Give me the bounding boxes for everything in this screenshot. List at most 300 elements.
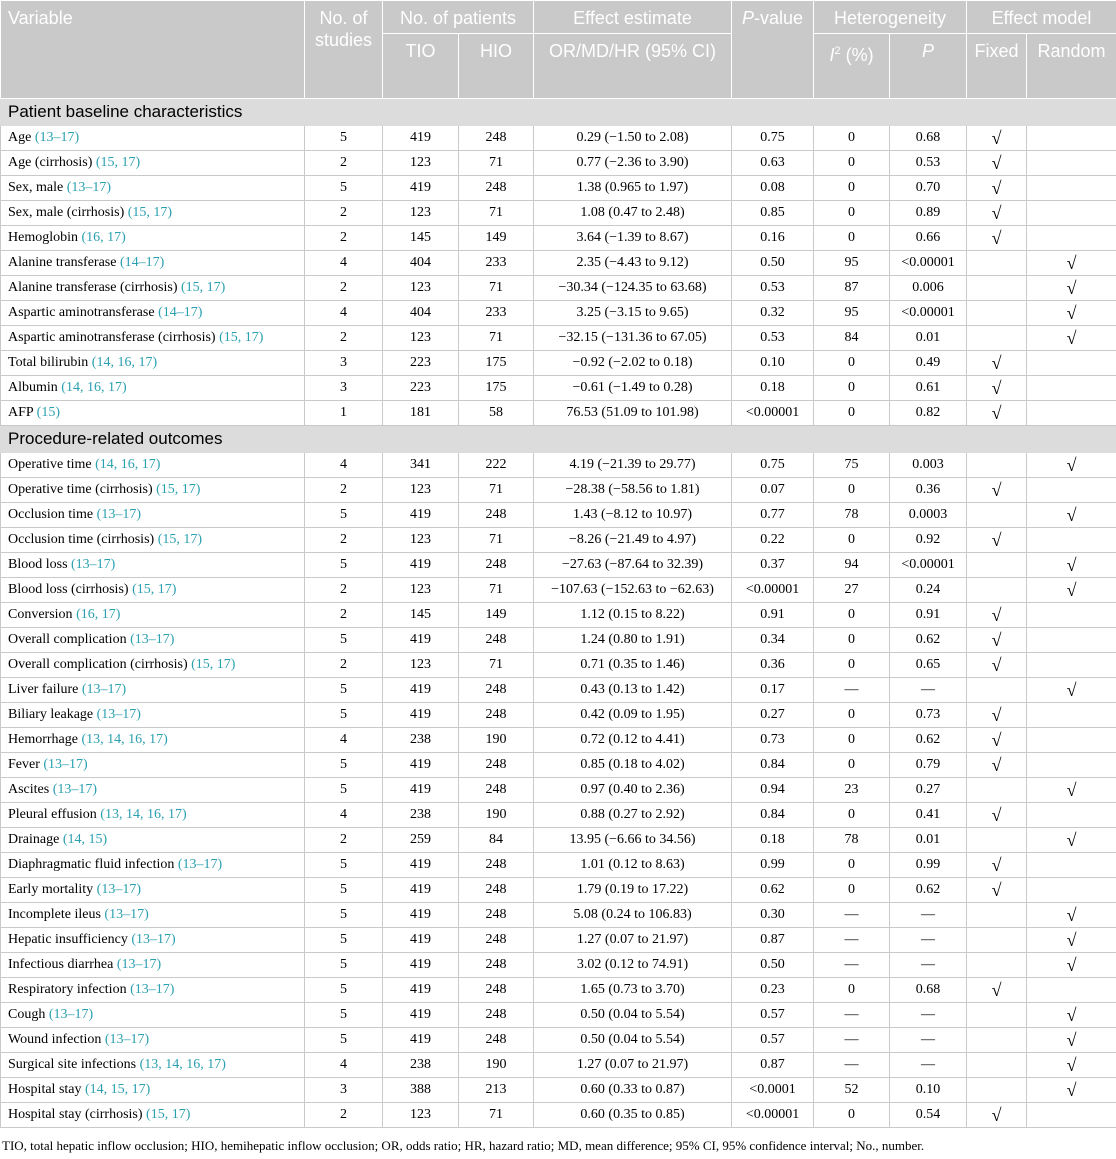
table-row [1,628,1116,653]
cell-variable [1,653,305,678]
variable-label: Respiratory infection [8,982,131,997]
cell-fixed: √ [967,126,1027,151]
cell-random [1027,628,1116,653]
cell-tio: 238 [383,1053,459,1078]
variable-label: Biliary leakage [8,707,97,722]
cell-variable [1,226,305,251]
cell-tio: 223 [383,376,459,401]
reference-link[interactable]: (15, 17) [157,532,203,547]
cell-variable [1,151,305,176]
cell-tio: 419 [383,928,459,953]
cell-variable [1,578,305,603]
reference-link[interactable]: (16, 17) [76,607,121,622]
cell-i2: 84 [814,326,890,351]
cell-tio: 404 [383,301,459,326]
cell-random: √ [1027,1028,1116,1053]
cell-hio: 233 [459,301,534,326]
cell-hio: 58 [459,401,534,426]
cell-het-p: 0.68 [890,978,967,1003]
cell-tio: 123 [383,276,459,301]
cell-i2: 0 [814,176,890,201]
cell-effect: −32.15 (−131.36 to 67.05) [534,326,732,351]
cell-het-p: — [890,953,967,978]
variable-label: Age (cirrhosis) [8,155,96,170]
cell-p-value: 0.91 [732,603,814,628]
cell-tio: 419 [383,853,459,878]
cell-random: √ [1027,953,1116,978]
cell-i2: 0 [814,226,890,251]
table-row [1,453,1116,478]
reference-link[interactable]: (15) [36,405,60,420]
cell-variable [1,1078,305,1103]
cell-p-value: 0.94 [732,778,814,803]
cell-i2: 0 [814,151,890,176]
cell-fixed: √ [967,528,1027,553]
variable-label: Overall complication (cirrhosis) [8,657,192,672]
table-row [1,1078,1116,1103]
reference-link[interactable]: (15, 17) [219,330,264,345]
table-row [1,903,1116,928]
cell-random [1027,226,1116,251]
reference-link[interactable]: (13–17) [52,782,98,797]
cell-variable [1,1003,305,1028]
cell-tio: 123 [383,528,459,553]
cell-i2: 0 [814,401,890,426]
reference-link[interactable]: (13–17) [43,757,88,772]
cell-fixed: √ [967,478,1027,503]
cell-hio: 248 [459,678,534,703]
cell-random [1027,1103,1116,1128]
cell-studies: 4 [305,803,383,828]
cell-i2: 0 [814,878,890,903]
cell-p-value: 0.99 [732,853,814,878]
cell-random [1027,176,1116,201]
cell-het-p: 0.66 [890,226,967,251]
table-row [1,778,1116,803]
variable-label: Hemoglobin [8,230,82,245]
cell-studies: 5 [305,503,383,528]
reference-link[interactable]: (13–17) [71,557,116,572]
reference-link[interactable]: (15, 17) [180,280,226,295]
cell-fixed: √ [967,853,1027,878]
cell-hio: 149 [459,603,534,628]
reference-link[interactable]: (13–17) [130,632,175,647]
reference-link[interactable]: (15, 17) [132,582,177,597]
reference-link[interactable]: (13–17) [96,882,141,897]
cell-i2: 0 [814,728,890,753]
variable-label: Incomplete ileus [8,907,105,922]
cell-studies: 5 [305,678,383,703]
header-random: Random [1027,34,1116,99]
cell-p-value: 0.84 [732,803,814,828]
cell-hio: 248 [459,878,534,903]
cell-p-value: 0.07 [732,478,814,503]
cell-p-value: <0.00001 [732,1103,814,1128]
cell-variable [1,753,305,778]
cell-hio: 248 [459,176,534,201]
reference-link[interactable]: (13–17) [66,180,112,195]
cell-hio: 175 [459,376,534,401]
cell-random: √ [1027,678,1116,703]
reference-link[interactable]: (14, 15) [62,832,108,847]
cell-tio: 123 [383,653,459,678]
cell-effect: 1.27 (0.07 to 21.97) [534,1053,732,1078]
cell-hio: 248 [459,978,534,1003]
reference-link[interactable]: (13, 14, 16, 17) [81,732,168,747]
cell-studies: 5 [305,903,383,928]
cell-fixed [967,251,1027,276]
reference-link[interactable]: (13–17) [130,982,175,997]
cell-random [1027,653,1116,678]
cell-p-value: 0.34 [732,628,814,653]
cell-studies: 5 [305,953,383,978]
table-row [1,151,1116,176]
reference-link[interactable]: (15, 17) [146,1107,191,1122]
cell-effect: 0.71 (0.35 to 1.46) [534,653,732,678]
cell-studies: 5 [305,878,383,903]
cell-effect: 1.01 (0.12 to 8.63) [534,853,732,878]
cell-tio: 388 [383,1078,459,1103]
cell-random [1027,478,1116,503]
table-row [1,276,1116,301]
cell-effect: −8.26 (−21.49 to 4.97) [534,528,732,553]
cell-fixed: √ [967,803,1027,828]
cell-hio: 222 [459,453,534,478]
variable-label: Ascites [8,782,53,797]
cell-fixed: √ [967,603,1027,628]
cell-i2: 78 [814,503,890,528]
cell-fixed: √ [967,628,1027,653]
cell-variable [1,828,305,853]
cell-het-p: 0.89 [890,201,967,226]
section-row [1,99,1116,126]
variable-label: Liver failure [8,682,82,697]
cell-fixed [967,953,1027,978]
cell-p-value: 0.53 [732,326,814,351]
header-model: Effect model [967,1,1116,34]
cell-effect: 4.19 (−21.39 to 29.77) [534,453,732,478]
cell-studies: 5 [305,853,383,878]
cell-hio: 248 [459,703,534,728]
cell-random [1027,401,1116,426]
cell-fixed [967,1078,1027,1103]
cell-i2: 87 [814,276,890,301]
cell-het-p: 0.54 [890,1103,967,1128]
cell-hio: 71 [459,151,534,176]
reference-link[interactable]: (14–17) [158,305,203,320]
reference-link[interactable]: (14, 16, 17) [91,355,158,370]
cell-fixed: √ [967,1103,1027,1128]
cell-p-value: 0.17 [732,678,814,703]
cell-random [1027,753,1116,778]
cell-variable [1,1028,305,1053]
section-title: Patient baseline characteristics [1,99,1116,126]
header-p-value: P-value [732,1,814,99]
cell-het-p: — [890,1028,967,1053]
table-row [1,928,1116,953]
cell-hio: 248 [459,903,534,928]
cell-hio: 71 [459,578,534,603]
cell-fixed [967,778,1027,803]
table-row [1,1003,1116,1028]
cell-tio: 123 [383,201,459,226]
cell-random [1027,351,1116,376]
cell-tio: 419 [383,553,459,578]
cell-p-value: 0.22 [732,528,814,553]
cell-studies: 2 [305,276,383,301]
cell-random [1027,803,1116,828]
cell-hio: 248 [459,126,534,151]
table-row [1,578,1116,603]
table-row [1,376,1116,401]
cell-fixed: √ [967,978,1027,1003]
reference-link[interactable]: (13–17) [177,857,223,872]
cell-hio: 71 [459,528,534,553]
cell-variable [1,126,305,151]
variable-label: Blood loss [8,557,72,572]
cell-hio: 248 [459,628,534,653]
variable-label: Sex, male [8,180,67,195]
cell-effect: 1.43 (−8.12 to 10.97) [534,503,732,528]
cell-studies: 5 [305,628,383,653]
cell-variable [1,878,305,903]
cell-tio: 419 [383,126,459,151]
cell-p-value: 0.08 [732,176,814,201]
cell-effect: 3.64 (−1.39 to 8.67) [534,226,732,251]
cell-studies: 4 [305,1053,383,1078]
cell-random: √ [1027,453,1116,478]
cell-tio: 123 [383,1103,459,1128]
cell-random: √ [1027,828,1116,853]
cell-i2: 0 [814,603,890,628]
cell-het-p: 0.99 [890,853,967,878]
cell-studies: 5 [305,778,383,803]
cell-i2: 23 [814,778,890,803]
reference-link[interactable]: (13–17) [96,707,141,722]
cell-i2: 0 [814,653,890,678]
reference-link[interactable]: (13–17) [34,130,80,145]
cell-variable [1,351,305,376]
cell-random: √ [1027,301,1116,326]
cell-p-value: <0.0001 [732,1078,814,1103]
reference-link[interactable]: (13–17) [104,1032,150,1047]
cell-hio: 71 [459,326,534,351]
reference-link[interactable]: (13–17) [48,1007,94,1022]
table-row [1,226,1116,251]
reference-link[interactable]: (16, 17) [81,230,126,245]
variable-label: Hospital stay [8,1082,85,1097]
variable-label: Operative time [8,457,96,472]
cell-p-value: 0.18 [732,828,814,853]
cell-tio: 419 [383,778,459,803]
cell-i2: 0 [814,528,890,553]
cell-het-p: 0.24 [890,578,967,603]
variable-label: Operative time (cirrhosis) [8,482,157,497]
cell-i2: 75 [814,453,890,478]
reference-link[interactable]: (14, 16, 17) [95,457,161,472]
cell-hio: 248 [459,553,534,578]
cell-hio: 248 [459,928,534,953]
cell-effect: 0.72 (0.12 to 4.41) [534,728,732,753]
cell-i2: 0 [814,978,890,1003]
cell-studies: 2 [305,828,383,853]
cell-studies: 5 [305,1003,383,1028]
cell-variable [1,603,305,628]
cell-hio: 175 [459,351,534,376]
cell-effect: 0.85 (0.18 to 4.02) [534,753,732,778]
table-row [1,201,1116,226]
cell-het-p: — [890,928,967,953]
table-row [1,753,1116,778]
reference-link[interactable]: (14, 16, 17) [61,380,127,395]
cell-het-p: 0.70 [890,176,967,201]
cell-het-p: 0.65 [890,653,967,678]
cell-i2: 94 [814,553,890,578]
cell-p-value: 0.57 [732,1003,814,1028]
cell-random [1027,528,1116,553]
cell-p-value: 0.36 [732,653,814,678]
cell-fixed: √ [967,351,1027,376]
table-row [1,126,1116,151]
cell-tio: 419 [383,878,459,903]
cell-effect: 0.60 (0.35 to 0.85) [534,1103,732,1128]
cell-hio: 248 [459,1028,534,1053]
cell-i2: 0 [814,628,890,653]
reference-link[interactable]: (13, 14, 16, 17) [100,807,187,822]
cell-i2: — [814,1028,890,1053]
cell-variable [1,1103,305,1128]
cell-studies: 2 [305,326,383,351]
cell-variable [1,201,305,226]
cell-tio: 419 [383,176,459,201]
header-fixed: Fixed [967,34,1027,99]
cell-random: √ [1027,1078,1116,1103]
cell-random [1027,853,1116,878]
table-row [1,828,1116,853]
variable-label: Diaphragmatic fluid infection [8,857,178,872]
table-header [1,1,1116,99]
cell-i2: 95 [814,301,890,326]
cell-p-value: 0.16 [732,226,814,251]
cell-tio: 419 [383,903,459,928]
reference-link[interactable]: (15, 17) [127,205,173,220]
reference-link[interactable]: (14, 15, 17) [85,1082,151,1097]
cell-effect: 0.60 (0.33 to 0.87) [534,1078,732,1103]
cell-hio: 190 [459,803,534,828]
variable-label: Occlusion time [8,507,97,522]
reference-link[interactable]: (13–17) [81,682,127,697]
cell-effect: 3.25 (−3.15 to 9.65) [534,301,732,326]
cell-i2: — [814,1053,890,1078]
cell-effect: 5.08 (0.24 to 106.83) [534,903,732,928]
cell-i2: — [814,903,890,928]
cell-het-p: 0.68 [890,126,967,151]
reference-link[interactable]: (13, 14, 16, 17) [139,1057,226,1072]
cell-i2: 0 [814,753,890,778]
cell-studies: 2 [305,603,383,628]
cell-fixed: √ [967,226,1027,251]
table-row [1,853,1116,878]
cell-i2: 0 [814,1103,890,1128]
table-body [1,99,1116,1128]
table-row [1,978,1116,1003]
reference-link[interactable]: (13–17) [116,957,162,972]
cell-effect: −27.63 (−87.64 to 32.39) [534,553,732,578]
reference-link[interactable]: (15, 17) [191,657,236,672]
table-row [1,553,1116,578]
cell-p-value: 0.32 [732,301,814,326]
cell-het-p: 0.10 [890,1078,967,1103]
cell-het-p: 0.79 [890,753,967,778]
reference-link[interactable]: (15, 17) [156,482,201,497]
variable-label: Occlusion time (cirrhosis) [8,532,158,547]
section-row [1,426,1116,453]
cell-het-p: 0.62 [890,878,967,903]
cell-hio: 190 [459,1053,534,1078]
variable-label: Surgical site infections [8,1057,140,1072]
cell-het-p: 0.61 [890,376,967,401]
header-studies: No. of studies [305,1,383,99]
table-row [1,326,1116,351]
cell-studies: 4 [305,453,383,478]
cell-p-value: 0.73 [732,728,814,753]
cell-variable [1,276,305,301]
cell-random: √ [1027,251,1116,276]
cell-i2: 0 [814,803,890,828]
cell-fixed: √ [967,878,1027,903]
cell-fixed [967,301,1027,326]
variable-label: Aspartic aminotransferase (cirrhosis) [8,330,220,345]
cell-p-value: 0.77 [732,503,814,528]
cell-variable [1,728,305,753]
cell-studies: 2 [305,201,383,226]
reference-link[interactable]: (13–17) [131,932,176,947]
reference-link[interactable]: (15, 17) [95,155,141,170]
header-patients: No. of patients [383,1,534,34]
cell-tio: 419 [383,703,459,728]
table-row [1,401,1116,426]
cell-variable [1,251,305,276]
reference-link[interactable]: (13–17) [96,507,141,522]
table-row [1,653,1116,678]
header-variable: Variable [1,1,305,99]
cell-random: √ [1027,276,1116,301]
cell-effect: 0.50 (0.04 to 5.54) [534,1003,732,1028]
reference-link[interactable]: (14–17) [119,255,165,270]
cell-fixed: √ [967,753,1027,778]
cell-effect: 0.50 (0.04 to 5.54) [534,1028,732,1053]
cell-effect: −107.63 (−152.63 to −62.63) [534,578,732,603]
cell-random: √ [1027,778,1116,803]
cell-hio: 71 [459,276,534,301]
cell-het-p: — [890,1053,967,1078]
reference-link[interactable]: (13–17) [104,907,149,922]
cell-variable [1,301,305,326]
cell-het-p: 0.006 [890,276,967,301]
cell-random [1027,603,1116,628]
cell-fixed [967,1028,1027,1053]
cell-hio: 248 [459,853,534,878]
cell-tio: 223 [383,351,459,376]
variable-label: Hospital stay (cirrhosis) [8,1107,147,1122]
cell-tio: 404 [383,251,459,276]
cell-variable [1,903,305,928]
cell-i2: 0 [814,351,890,376]
header-tio: TIO [383,34,459,99]
cell-effect: 76.53 (51.09 to 101.98) [534,401,732,426]
variable-label: Age [8,130,35,145]
cell-fixed: √ [967,703,1027,728]
